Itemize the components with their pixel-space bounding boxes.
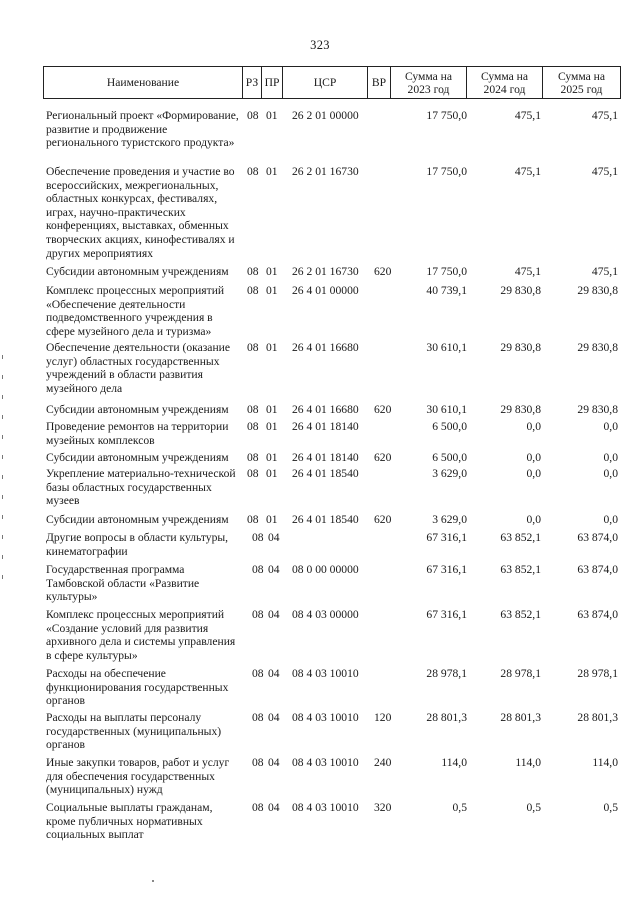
row-sum-2025: 0,5 [603,801,618,814]
row-pr: 01 [266,513,278,526]
row-pr: 01 [266,341,278,354]
row-sum-2025: 29 830,8 [577,341,618,354]
row-rz: 08 [252,608,264,621]
row-rz: 08 [252,667,264,680]
row-vr: 320 [374,801,392,814]
row-csr: 08 4 03 10010 [292,801,359,814]
row-pr: 01 [266,467,278,480]
row-sum-2025: 0,0 [603,451,618,464]
row-name: Комплекс процессных мероприятий «Обеспечение деятельности подведомственного учреждения в сфере музейного дела и туризма» [46,284,225,338]
row-name: Укрепление материально-технической базы областных государственных музеев [46,467,236,508]
row-pr: 04 [268,563,280,576]
row-sum-2024: 28 801,3 [500,711,541,724]
row-rz: 08 [247,265,259,278]
row-csr: 26 2 01 00000 [292,109,359,122]
row-sum-2023: 6 500,0 [432,420,467,433]
row-vr: 620 [374,451,392,464]
row-csr: 26 2 01 16730 [292,265,359,278]
row-csr: 26 4 01 18140 [292,420,359,433]
row-csr: 08 4 03 10010 [292,711,359,724]
row-name: Социальные выплаты гражданам, кроме публичных нормативных социальных выплат [46,801,213,842]
row-sum-2025: 475,1 [591,109,618,122]
row-name: Расходы на выплаты персоналу государственных (муниципальных) органов [46,711,222,752]
row-sum-2024: 475,1 [514,265,541,278]
row-csr: 26 4 01 16680 [292,403,359,416]
row-sum-2024: 475,1 [514,165,541,178]
row-name: Обеспечение проведения и участие во всероссийских, межрегиональных, областных конкурсах, фестивалях, играх, научно-практических конференциях, выставках, обменных творческих акциях, кинофестивалях и других мероприятиях [46,165,235,260]
row-name: Комплекс процессных мероприятий «Создание условий для развития архивного дела и системы управления в сфере культуры» [46,608,236,662]
header-sum-2025: Сумма на 2025 год [542,66,621,99]
row-sum-2024: 114,0 [515,756,541,769]
row-sum-2025: 475,1 [591,165,618,178]
row-name: Региональный проект «Формирование, развитие и продвижение регионального туристского продукта» [46,109,239,150]
row-rz: 08 [252,563,264,576]
row-name: Иные закупки товаров, работ и услуг для обеспечения государственных (муниципальных) нужд [46,756,230,797]
row-csr: 26 4 01 18540 [292,467,359,480]
row-csr: 26 4 01 18140 [292,451,359,464]
row-sum-2025: 0,0 [603,467,618,480]
row-rz: 08 [247,284,259,297]
row-sum-2023: 67 316,1 [426,531,467,544]
row-rz: 08 [252,756,264,769]
row-csr: 08 0 00 00000 [292,563,359,576]
row-pr: 01 [266,403,278,416]
row-sum-2025: 475,1 [591,265,618,278]
row-sum-2023: 17 750,0 [426,165,467,178]
row-sum-2023: 17 750,0 [426,265,467,278]
row-pr: 04 [268,801,280,814]
row-pr: 04 [268,711,280,724]
row-sum-2024: 29 830,8 [500,284,541,297]
row-vr: 620 [374,265,392,278]
row-sum-2024: 28 978,1 [500,667,541,680]
row-rz: 08 [252,711,264,724]
header-csr: ЦСР [282,66,368,99]
row-sum-2024: 29 830,8 [500,403,541,416]
row-name: Субсидии автономным учреждениям [46,451,229,464]
row-sum-2024: 0,0 [526,451,541,464]
row-sum-2024: 63 852,1 [500,531,541,544]
header-name: Наименование [43,66,243,99]
header-vr: ВР [367,66,391,99]
row-pr: 01 [266,265,278,278]
row-name: Субсидии автономным учреждениям [46,513,229,526]
row-pr: 04 [268,608,280,621]
row-vr: 120 [374,711,392,724]
row-csr: 08 4 03 10010 [292,756,359,769]
row-sum-2025: 63 874,0 [577,531,618,544]
row-sum-2024: 29 830,8 [500,341,541,354]
row-csr: 08 4 03 10010 [292,667,359,680]
row-rz: 08 [247,513,259,526]
row-csr: 26 4 01 00000 [292,284,359,297]
row-name: Расходы на обеспечение функционирования государственных органов [46,667,229,708]
row-name: Другие вопросы в области культуры, кинематографии [46,531,229,558]
row-vr: 620 [374,513,392,526]
scan-edge-marks [2,355,5,615]
header-sum-2023: Сумма на 2023 год [390,66,467,99]
row-sum-2023: 30 610,1 [426,341,467,354]
row-sum-2025: 29 830,8 [577,284,618,297]
row-rz: 08 [247,109,259,122]
row-rz: 08 [252,531,264,544]
row-csr: 08 4 03 00000 [292,608,359,621]
row-sum-2023: 3 629,0 [432,467,467,480]
row-rz: 08 [247,341,259,354]
row-vr: 240 [374,756,392,769]
row-name: Субсидии автономным учреждениям [46,403,229,416]
row-sum-2023: 6 500,0 [432,451,467,464]
scan-dot [152,880,154,882]
row-sum-2024: 0,0 [526,420,541,433]
row-sum-2023: 17 750,0 [426,109,467,122]
row-sum-2023: 28 978,1 [426,667,467,680]
row-pr: 04 [268,756,280,769]
row-name: Субсидии автономным учреждениям [46,265,229,278]
row-name: Государственная программа Тамбовской области «Развитие культуры» [46,563,200,604]
row-sum-2024: 475,1 [514,109,541,122]
row-rz: 08 [252,801,264,814]
row-sum-2024: 0,5 [526,801,541,814]
row-sum-2023: 3 629,0 [432,513,467,526]
row-sum-2024: 63 852,1 [500,608,541,621]
row-sum-2023: 114,0 [441,756,467,769]
row-sum-2023: 28 801,3 [426,711,467,724]
page-number: 323 [310,38,330,52]
row-sum-2024: 0,0 [526,467,541,480]
row-sum-2025: 29 830,8 [577,403,618,416]
row-pr: 01 [266,165,278,178]
row-sum-2025: 0,0 [603,513,618,526]
header-rz: РЗ [242,66,262,99]
row-vr: 620 [374,403,392,416]
row-sum-2025: 63 874,0 [577,563,618,576]
row-sum-2025: 63 874,0 [577,608,618,621]
row-sum-2025: 28 978,1 [577,667,618,680]
row-sum-2023: 40 739,1 [426,284,467,297]
header-pr: ПР [261,66,283,99]
row-sum-2025: 0,0 [603,420,618,433]
row-name: Проведение ремонтов на территории музейных комплексов [46,420,229,447]
row-pr: 01 [266,109,278,122]
row-pr: 01 [266,420,278,433]
row-rz: 08 [247,420,259,433]
row-sum-2025: 28 801,3 [577,711,618,724]
row-pr: 01 [266,284,278,297]
row-rz: 08 [247,451,259,464]
row-rz: 08 [247,403,259,416]
row-pr: 01 [266,451,278,464]
row-sum-2023: 0,5 [452,801,467,814]
row-csr: 26 4 01 16680 [292,341,359,354]
row-sum-2025: 114,0 [592,756,618,769]
row-sum-2024: 0,0 [526,513,541,526]
row-pr: 04 [268,531,280,544]
row-sum-2023: 67 316,1 [426,563,467,576]
row-pr: 04 [268,667,280,680]
row-sum-2023: 30 610,1 [426,403,467,416]
row-rz: 08 [247,467,259,480]
header-sum-2024: Сумма на 2024 год [466,66,543,99]
row-csr: 26 4 01 18540 [292,513,359,526]
row-rz: 08 [247,165,259,178]
row-sum-2023: 67 316,1 [426,608,467,621]
row-name: Обеспечение деятельности (оказание услуг) областных государственных учреждений в области развития музейного дела [46,341,230,395]
row-sum-2024: 63 852,1 [500,563,541,576]
row-csr: 26 2 01 16730 [292,165,359,178]
